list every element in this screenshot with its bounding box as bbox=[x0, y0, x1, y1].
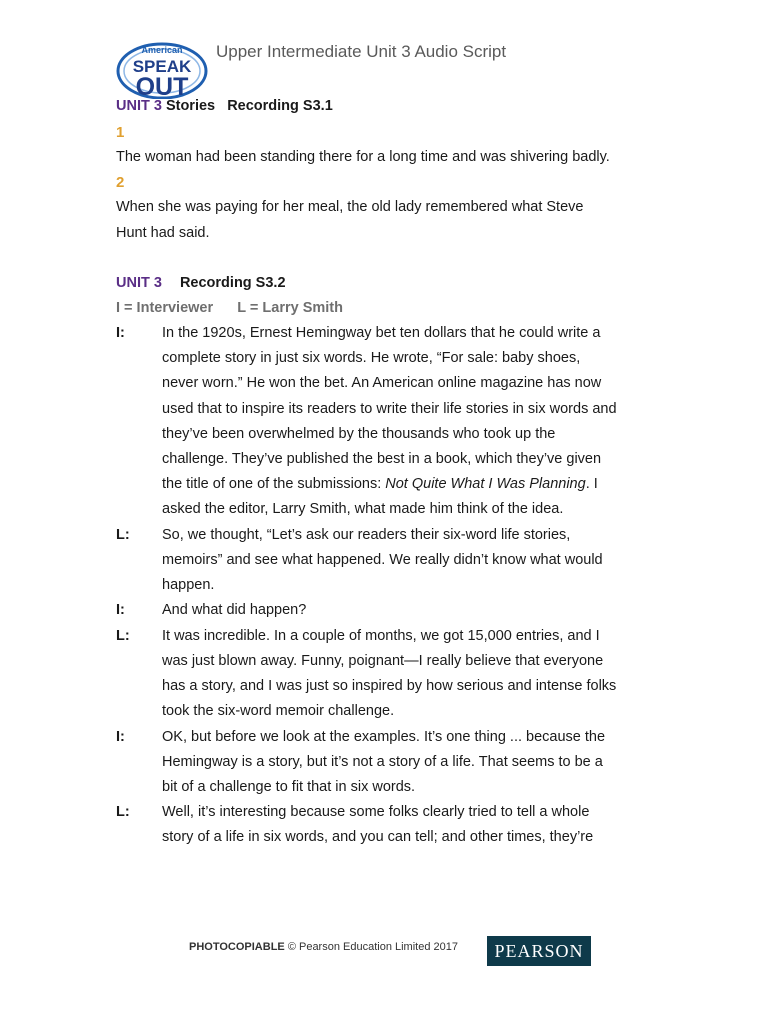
section1-unit: UNIT 3 bbox=[116, 98, 162, 114]
logo-out-text: OUT bbox=[135, 73, 189, 99]
item-number-2: 2 bbox=[116, 174, 125, 191]
section2-heading bbox=[116, 275, 286, 291]
section2-unit: UNIT 3 bbox=[116, 275, 162, 291]
speech-text: . I bbox=[585, 476, 598, 492]
speaker-label: I: bbox=[116, 729, 125, 745]
section1-heading bbox=[116, 98, 333, 114]
photocopiable-label: PHOTOCOPIABLE bbox=[189, 941, 285, 953]
speech-line: challenge. They’ve published the best in a book, which they’ve given bbox=[162, 451, 602, 467]
speech-line: And what did happen? bbox=[162, 602, 307, 618]
speech-line: Hemingway is a story, but it’s not a story of a life. That seems to be a bbox=[162, 754, 603, 770]
speech-text: the title of one of the submissions: bbox=[162, 476, 386, 492]
speech-line: complete story in just six words. He wrote, “For sale: baby shoes, bbox=[162, 350, 581, 366]
speaker-legend: I = Interviewer L = Larry Smith bbox=[116, 300, 343, 316]
logo-speak-text: SPEAK bbox=[132, 57, 192, 76]
logo-american-text: American bbox=[141, 45, 183, 55]
footer-copyright bbox=[189, 941, 458, 953]
speech-line: asked the editor, Larry Smith, what made him think of the idea. bbox=[162, 501, 564, 517]
speech-line: they’ve been overwhelmed by the thousands who took up the bbox=[162, 426, 556, 442]
speaker-label: L: bbox=[116, 527, 130, 543]
item-1-text: The woman had been standing there for a long time and was shivering badly. bbox=[116, 149, 610, 165]
item-number-1: 1 bbox=[116, 124, 125, 141]
speaker-label: L: bbox=[116, 804, 130, 820]
speech-line: In the 1920s, Ernest Hemingway bet ten dollars that he could write a bbox=[162, 325, 601, 341]
speaker-label: I: bbox=[116, 602, 125, 618]
copyright-text: © Pearson Education Limited 2017 bbox=[287, 941, 458, 953]
speech-line: OK, but before we look at the examples. It’s one thing ... because the bbox=[162, 729, 606, 745]
speech-line: took the six-word memoir challenge. bbox=[162, 703, 395, 719]
speaker-label: I: bbox=[116, 325, 125, 341]
speaker-label: L: bbox=[116, 628, 130, 644]
section1-title: Stories Recording S3.1 bbox=[165, 98, 333, 114]
speech-line: It was incredible. In a couple of months, we got 15,000 entries, and I bbox=[162, 628, 600, 644]
item-2-text-line-2: Hunt had said. bbox=[116, 225, 210, 241]
speech-line: never worn.” He won the bet. An American online magazine has now bbox=[162, 375, 602, 391]
speech-line: happen. bbox=[162, 577, 215, 593]
speech-line: So, we thought, “Let’s ask our readers their six-word life stories, bbox=[162, 527, 571, 543]
speech-line: Well, it’s interesting because some folks clearly tried to tell a whole bbox=[162, 804, 590, 820]
speech-line: bit of a challenge to fit that in six words. bbox=[162, 779, 416, 795]
book-title: Not Quite What I Was Planning bbox=[385, 476, 586, 492]
speech-line: memoirs” and see what happened. We really didn’t know what would bbox=[162, 552, 603, 568]
document-title: Upper Intermediate Unit 3 Audio Script bbox=[216, 42, 507, 61]
speakout-logo bbox=[116, 41, 208, 99]
item-2-text-line-1: When she was paying for her meal, the old lady remembered what Steve bbox=[116, 199, 584, 215]
speech-line: has a story, and I was just so inspired by how serious and intense folks bbox=[162, 678, 617, 694]
speech-line: was just blown away. Funny, poignant—I really believe that everyone bbox=[162, 653, 604, 669]
pearson-logo: PEARSON bbox=[487, 936, 591, 966]
section2-title: Recording S3.2 bbox=[179, 275, 286, 291]
speech-line: used that to inspire its readers to write their life stories in six words and bbox=[162, 401, 617, 417]
speech-line: story of a life in six words, and you can tell; and other times, they’re bbox=[162, 829, 594, 845]
speech-line-with-title bbox=[162, 476, 598, 492]
